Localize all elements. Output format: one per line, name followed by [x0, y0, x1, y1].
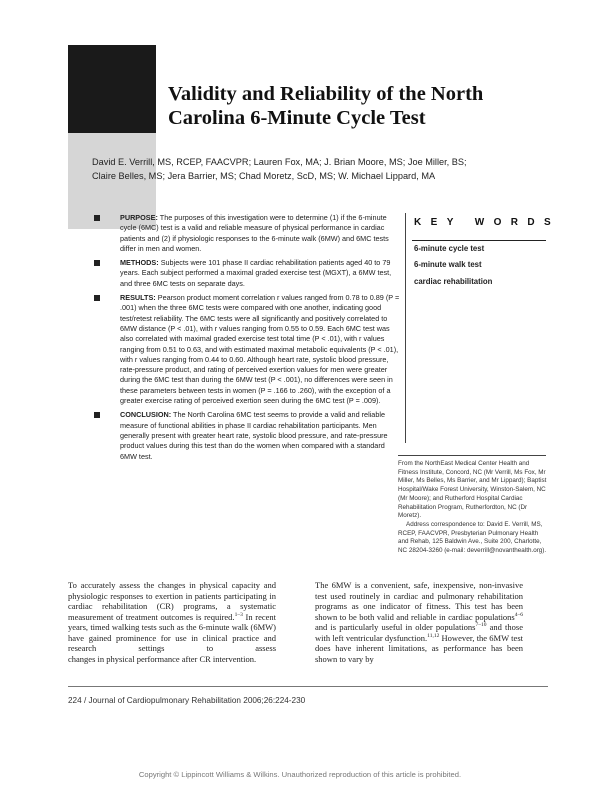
bullet-square-icon: [94, 412, 100, 418]
keywords-rule: [412, 240, 546, 241]
affiliation-note: [398, 460, 548, 556]
abstract: [94, 213, 400, 462]
keyword-item: 6-minute walk test: [414, 260, 482, 269]
citation: 2006;26:224-230: [243, 696, 306, 705]
affiliation-text: From the NorthEast Medical Center Health and Fitness Institute, Concord, NC (Mr Verrill, Ms Fox, Mr Miller, Ms Belles, Ms Barrier, and Mr Lippard); Baptist Hospital/Wake Forest University, Winston-Salem, NC (Mr Moore); and Rutherford Hospital Cardiac Rehabilitation Program, Rutherfordton, NC (Dr Moretz).: [398, 460, 547, 520]
bullet-square-icon: [94, 295, 100, 301]
keyword-item: cardiac rehabilitation: [414, 277, 493, 286]
column-divider: [405, 213, 406, 443]
footer-rule: [68, 686, 548, 687]
correspondence-text: Address correspondence to: David E. Verrill, MS, RCEP, FAACVPR, Presbyterian Pulmonary Health and Rehab, 125 Baldwin Ave., Suite 200, Charlotte, NC 28204-3260 (e-mail: deverrill@novanthealth.org).: [398, 520, 547, 555]
decorative-block-dark: [68, 45, 156, 133]
affiliation-rule: [398, 455, 546, 456]
abstract-conclusion: CONCLUSION: The North Carolina 6MC test seems to provide a valid and reliable measure of functional abilities in phase II cardiac rehabilitation participants. Men generally present with greater heart rate, systolic blood pressure, and rate-pressure product values during this test than do the women when compared with a standard 6MW test.: [94, 410, 400, 461]
bullet-square-icon: [94, 260, 100, 266]
author-list: David E. Verrill, MS, RCEP, FAACVPR; Lauren Fox, MA; J. Brian Moore, MS; Joe Miller, BS; Claire Belles, MS; Jera Barrier, MS; Chad Moretz, ScD, MS; W. Michael Lippard, MA: [92, 157, 467, 181]
page-number: 224: [68, 696, 82, 705]
journal-name: Journal of Cardiopulmonary Rehabilitation: [88, 696, 241, 705]
body-column-left: To accurately assess the changes in physical capacity and physiologic responses to exertion in patients participating in cardiac rehabilitation (CR) programs, a systematic measurement of treatment outcomes is required.$^{1-3}$ In recent years, timed walking tests such as the 6-minute walk (6MW) have gained prominence for use in clinical practice and research settings to assess changes in physical performance after CR intervention.: [68, 580, 277, 664]
abstract-methods: METHODS: Subjects were 101 phase II cardiac rehabilitation patients aged 40 to 79 years. Each subject performed a maximal graded exercise test (MGXT), a 6MW test, and three 6MC tests on separate days.: [94, 258, 400, 289]
keywords-heading: KEY WORDS: [414, 217, 561, 228]
page-footer: 224 / Journal of Cardiopulmonary Rehabilitation 2006;26:224-230: [68, 696, 306, 705]
bullet-square-icon: [94, 215, 100, 221]
abstract-results: RESULTS: Pearson product moment correlation r values ranged from 0.78 to 0.89 (P = .001) when the three 6MC tests were compared with one another, indicating good test/retest reliability. The 6MC tests were all significantly and positively correlated to 6MW distance (P < .01), with r values ranging from 0.55 to 0.59. Each 6MC test was also correlated with maximal graded exercise test total time (P < .01), with r values ranging from 0.51 to 0.63, and with estimated maximal metabolic equivalents (P < .01), with r values ranging from 0.44 to 0.60. Although heart rate, systolic blood pressure, rate-pressure product, and rating of perceived exertion values for men were greater during the 6MC test than during the 6MW test (P < .001), no differences were seen in these parameters between tests in women (P = .166 to .260), with the exception of a greater exercise rating of perceived exertion seen during the 6MC test (P = .009).: [94, 293, 400, 406]
keyword-item: 6-minute cycle test: [414, 244, 485, 253]
abstract-purpose: PURPOSE: The purposes of this investigation were to determine (1) if the 6-minute cycle (6MC) test is a valid and reliable measure of physical performance in cardiac patients and (2) if physiologic responses to the 6-minute walk (6MW) and 6MC tests differ in men and women.: [94, 213, 400, 254]
copyright-notice: Copyright © Lippincott Williams & Wilkins. Unauthorized reproduction of this article is prohibited.: [138, 770, 462, 779]
article-title: Validity and Reliability of the North Carolina 6-Minute Cycle Test: [168, 83, 484, 129]
body-column-right: The 6MW is a convenient, safe, inexpensive, non-invasive test used routinely in cardiac and pulmonary rehabilitation programs as one indicator of fitness. This test has been shown to be both valid and reliable in cardiac populations$^{4-6}$ and is particularly useful in older populations$^{7-10}$ and those with left ventricular dysfunction.$^{11,12}$ However, the 6MW test does have inherent limitations, as performance has been shown to vary by: [315, 580, 523, 664]
